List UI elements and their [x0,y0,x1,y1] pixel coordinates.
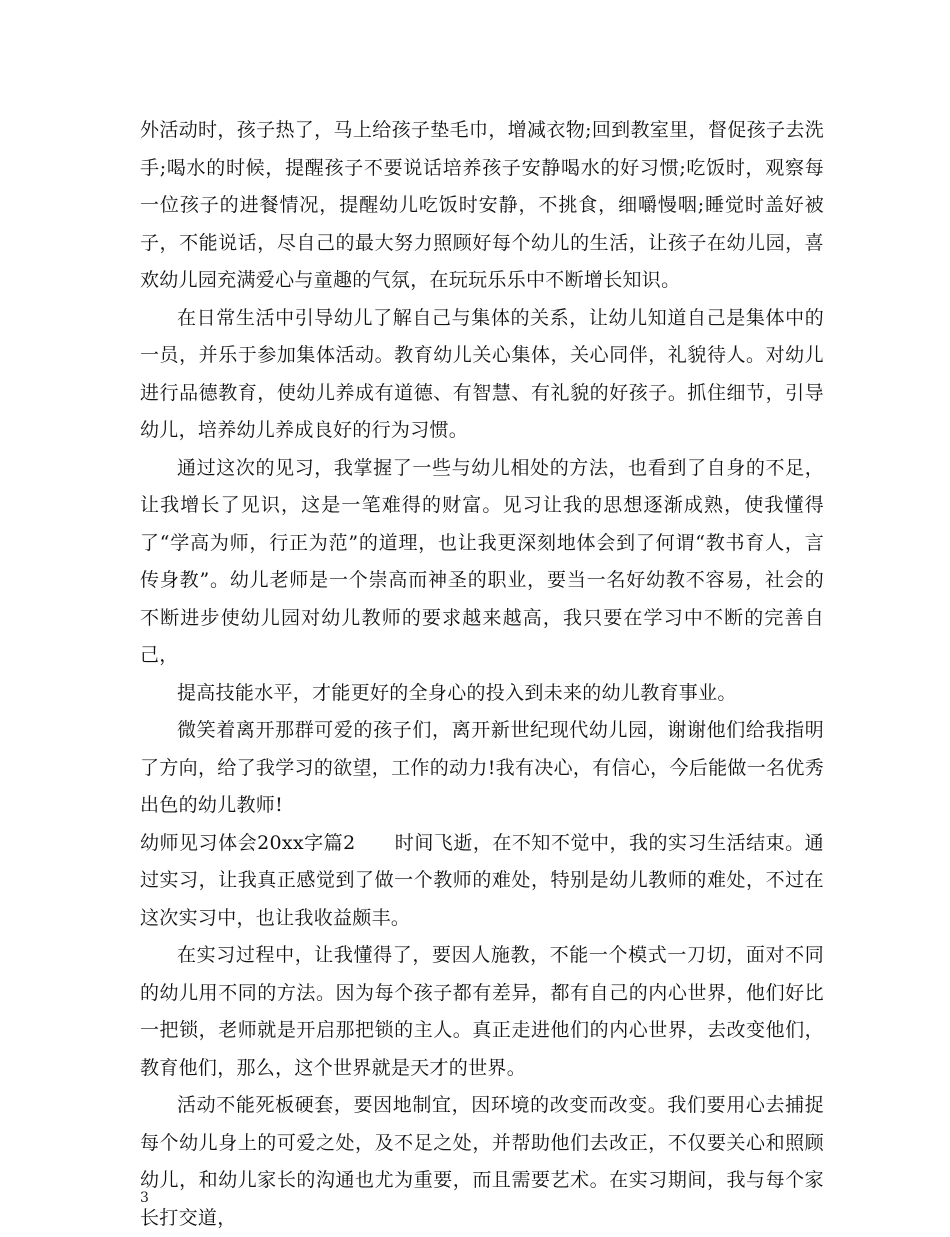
paragraph-4: 提高技能水平，才能更好的全身心的投入到未来的幼儿教育事业。 [177,681,737,704]
paragraph-2: 在日常生活中引导幼儿了解自己与集体的关系，让幼儿知道自己是集体中的一员，并乐于参加集体活动。教育幼儿关心集体，关心同伴，礼貌待人。对幼儿进行品德教育，使幼儿养成有道德、有智慧、有礼貌的好孩子。抓住细节，引导幼儿，培养幼儿养成良好的行为习惯。 [140,306,824,441]
page-number: 3 [140,1190,149,1206]
paragraph-3: 通过这次的见习，我掌握了一些与幼儿相处的方法，也看到了自身的不足，让我增长了见识，这是一笔难得的财富。见习让我的思想逐渐成熟，使我懂得了“学高为师，行正为范”的道理，也让我更深刻地体会到了何谓“教书育人，言传身教”。幼儿老师是一个崇高而神圣的职业，要当一名好幼教不容易，社会的不断进步使幼儿园对幼儿教师的要求越来越高，我只要在学习中不断的完善自己， [140,456,824,666]
paragraph-6: 幼师见习体会20xx字篇2 时间飞逝，在不知不觉中，我的实习生活结束。通过实习，让我真正感觉到了做一个教师的难处，特别是幼儿教师的难处，不过在这次实习中，也让我收益颇丰。 [140,831,824,929]
paragraph-7: 在实习过程中，让我懂得了，要因人施教，不能一个模式一刀切，面对不同的幼儿用不同的方法。因为每个孩子都有差异，都有自己的内心世界，他们好比一把锁，老师就是开启那把锁的主人。真正走进他们的内心世界，去改变他们，教育他们，那么，这个世界就是天才的世界。 [140,944,824,1079]
document-body [140,112,824,1237]
paragraph-5: 微笑着离开那群可爱的孩子们，离开新世纪现代幼儿园，谢谢他们给我指明了方向，给了我学习的欲望，工作的动力!我有决心，有信心，今后能做一名优秀出色的幼儿教师! [140,719,824,816]
paragraph-8: 活动不能死板硬套，要因地制宜，因环境的改变而改变。我们要用心去捕捉每个幼儿身上的可爱之处，及不足之处，并帮助他们去改正，不仅要关心和照顾幼儿，和幼儿家长的沟通也尤为重要，而且需要艺术。在实习期间，我与每个家长打交道， [140,1094,824,1229]
paragraph-1: 外活动时，孩子热了，马上给孩子垫毛巾，增减衣物;回到教室里，督促孩子去洗手;喝水的时候，提醒孩子不要说话培养孩子安静喝水的好习惯;吃饭时，观察每一位孩子的进餐情况，提醒幼儿吃饭时安静，不挑食，细嚼慢咽;睡觉时盖好被子，不能说话，尽自己的最大努力照顾好每个幼儿的生活，让孩子在幼儿园，喜欢幼儿园充满爱心与童趣的气氛，在玩玩乐乐中不断增长知识。 [140,119,824,291]
